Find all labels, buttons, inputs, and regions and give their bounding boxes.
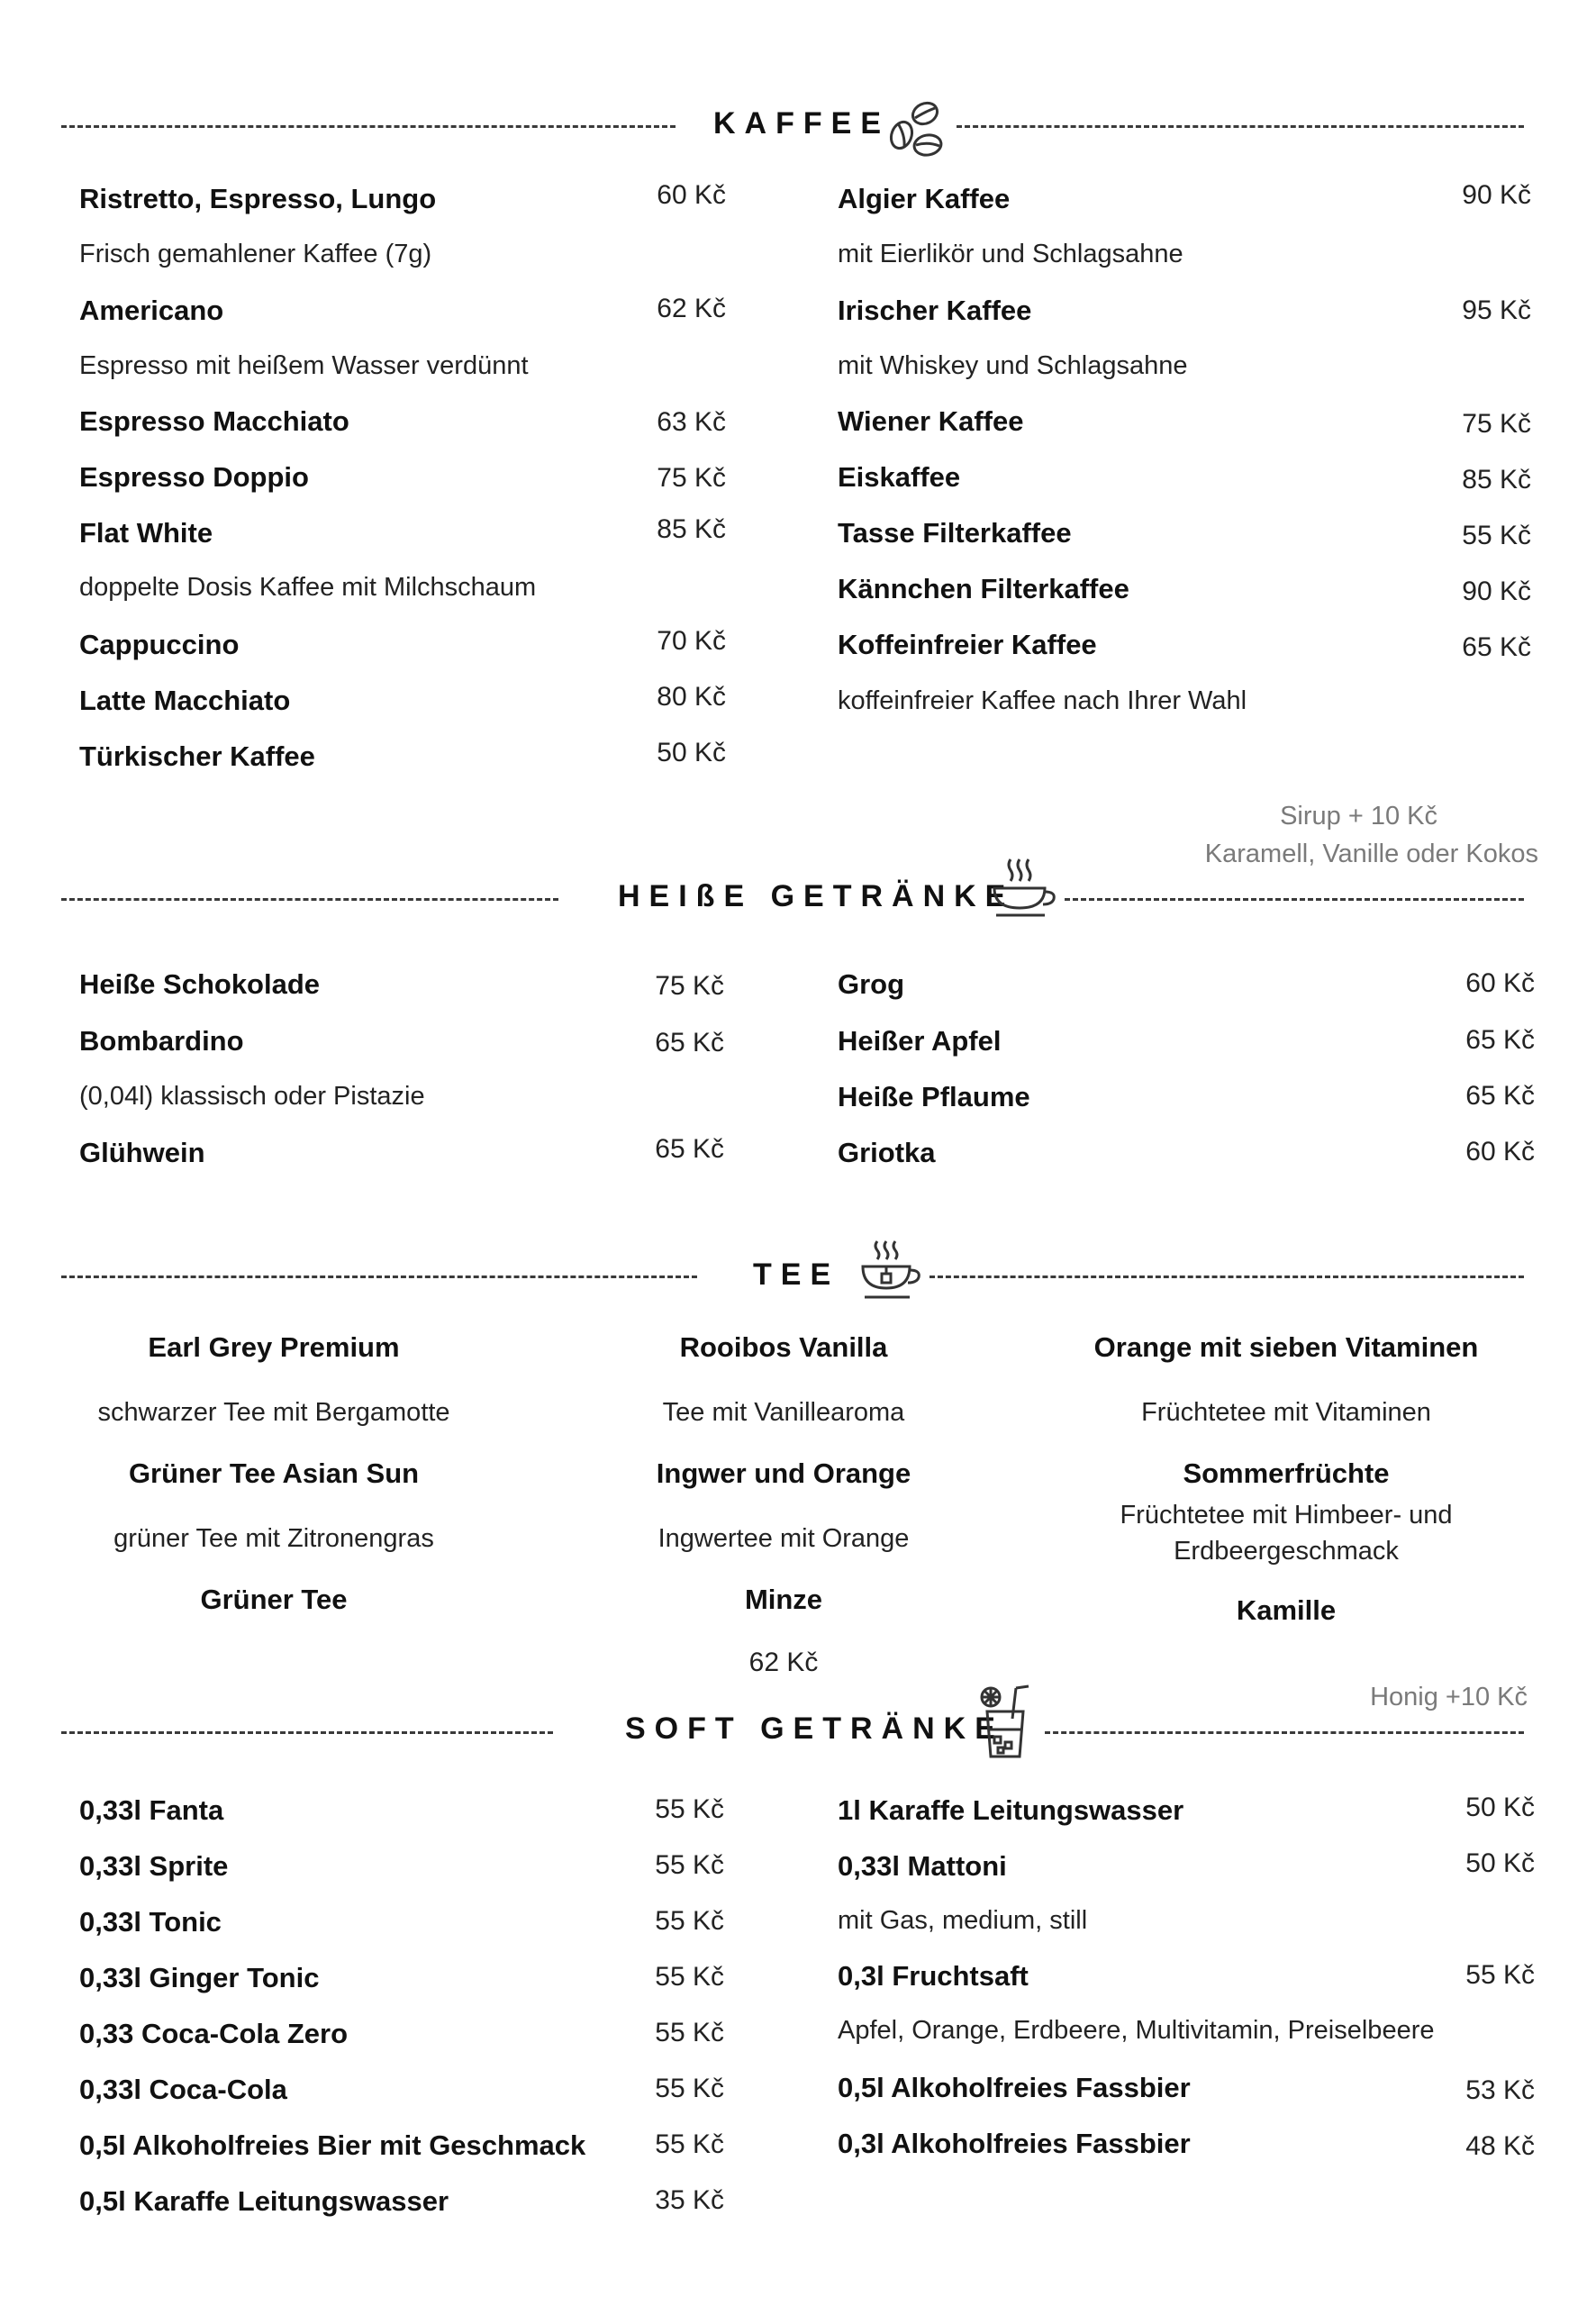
heisse-rule-right [1065, 898, 1524, 901]
menu-item-price: 55 Kč [655, 2018, 724, 2047]
tea-item [531, 1331, 1036, 1364]
menu-item-desc: Espresso mit heißem Wasser verdünnt [79, 351, 529, 380]
menu-item-name: Grog [838, 968, 905, 1000]
menu-item-price: 75 Kč [657, 463, 726, 493]
heisse-title: HEIßE GETRÄNKE [618, 879, 1015, 913]
menu-item-price: 48 Kč [1465, 2131, 1535, 2161]
menu-item-name: Espresso Macchiato [79, 405, 349, 437]
menu-item-name: 0,3l Fruchtsaft [838, 1960, 1029, 1992]
menu-item-name: 0,33l Tonic [79, 1906, 222, 1938]
tea-desc: Früchtetee mit Himbeer- und [1120, 1501, 1453, 1530]
menu-item-desc: Apfel, Orange, Erdbeere, Multivitamin, Preiselbeere [838, 2016, 1435, 2045]
tea-item [22, 1457, 526, 1490]
menu-item-price: 90 Kč [1462, 576, 1531, 606]
tea-name: Grüner Tee [200, 1584, 348, 1615]
menu-item-price: 95 Kč [1462, 295, 1531, 325]
menu-item-price: 60 Kč [657, 180, 726, 210]
menu-item-price: 62 Kč [657, 294, 726, 323]
menu-item-price: 85 Kč [657, 514, 726, 544]
menu-item-price: 85 Kč [1462, 465, 1531, 495]
menu-item-name: Heißer Apfel [838, 1025, 1002, 1057]
tea-desc: Ingwertee mit Orange [657, 1524, 910, 1553]
menu-item-name: Heiße Pflaume [838, 1081, 1030, 1112]
tea-desc-row [531, 1521, 1036, 1557]
menu-item-name: Eiskaffee [838, 461, 961, 493]
menu-item-name: Irischer Kaffee [838, 295, 1032, 326]
sirup-flavors-note: Karamell, Vanille oder Kokos [1204, 840, 1538, 868]
soft-drink-icon [978, 1684, 1034, 1760]
menu-item-name: Heiße Schokolade [79, 968, 321, 1000]
menu-item-price: 65 Kč [1465, 1081, 1535, 1111]
tea-item [1034, 1594, 1538, 1627]
menu-item-name: 0,33l Sprite [79, 1850, 229, 1882]
menu-item-price: 55 Kč [655, 1794, 724, 1824]
menu-item-price: 75 Kč [1462, 409, 1531, 439]
tea-name: Earl Grey Premium [148, 1331, 400, 1363]
menu-item-name: 0,33l Fanta [79, 1794, 224, 1826]
tea-name: Rooibos Vanilla [679, 1331, 888, 1363]
menu-item-name: 0,5l Alkoholfreies Bier mit Geschmack [79, 2129, 586, 2161]
menu-item-name: 0,5l Karaffe Leitungswasser [79, 2185, 449, 2217]
tea-item [22, 1584, 526, 1616]
tea-name: Grüner Tee Asian Sun [128, 1457, 420, 1489]
menu-item-price: 65 Kč [655, 1028, 724, 1058]
soft-rule-left [61, 1731, 553, 1734]
menu-item-price: 60 Kč [1465, 968, 1535, 998]
menu-item-name: 0,33l Coca-Cola [79, 2074, 287, 2105]
soft-rule-right [1045, 1731, 1524, 1734]
menu-item-price: 60 Kč [1465, 1137, 1535, 1167]
tea-price-row [531, 1645, 1036, 1681]
tea-desc: Tee mit Vanillearoma [662, 1398, 905, 1427]
menu-item-price: 65 Kč [1462, 632, 1531, 662]
tea-item [1034, 1457, 1538, 1490]
coffee-beans-icon [887, 95, 950, 160]
menu-item-price: 53 Kč [1465, 2075, 1535, 2105]
menu-item-name: 1l Karaffe Leitungswasser [838, 1794, 1184, 1826]
coffee-cup-icon [989, 854, 1057, 922]
tea-desc-row [1034, 1394, 1538, 1430]
tea-name: Orange mit sieben Vitaminen [1093, 1331, 1479, 1363]
menu-item-desc: doppelte Dosis Kaffee mit Milchschaum [79, 573, 537, 602]
menu-item-price: 63 Kč [657, 407, 726, 437]
menu-item-name: Americano [79, 295, 224, 326]
heisse-rule-left [61, 898, 558, 901]
menu-item-name: 0,33l Mattoni [838, 1850, 1007, 1882]
tea-item [22, 1331, 526, 1364]
tea-desc-row [1034, 1497, 1538, 1569]
tea-desc-row [22, 1521, 526, 1557]
menu-item-name: Kännchen Filterkaffee [838, 573, 1129, 604]
menu-item-price: 65 Kč [1465, 1025, 1535, 1055]
menu-item-desc: koffeinfreier Kaffee nach Ihrer Wahl [838, 686, 1247, 715]
menu-item-name: Flat White [79, 517, 213, 549]
menu-item-name: Ristretto, Espresso, Lungo [79, 183, 437, 214]
menu-item-desc: mit Eierlikör und Schlagsahne [838, 240, 1183, 268]
menu-item-name: Koffeinfreier Kaffee [838, 629, 1097, 660]
tea-desc-row [22, 1394, 526, 1430]
tea-name: Kamille [1236, 1594, 1337, 1626]
tee-title: TEE [753, 1257, 840, 1292]
menu-item-price: 70 Kč [657, 626, 726, 656]
menu-item-price: 55 Kč [655, 2129, 724, 2159]
menu-item-price: 55 Kč [655, 1906, 724, 1936]
menu-item-price: 35 Kč [655, 2185, 724, 2215]
menu-item-price: 80 Kč [657, 682, 726, 712]
menu-item-name: Espresso Doppio [79, 461, 309, 493]
tea-item [1034, 1331, 1538, 1364]
menu-item-name: Türkischer Kaffee [79, 740, 315, 772]
tea-item [531, 1584, 1036, 1616]
tea-price: 62 Kč [748, 1648, 819, 1677]
tea-desc: grüner Tee mit Zitronengras [113, 1524, 434, 1553]
tea-desc: Früchtetee mit Vitaminen [1141, 1398, 1431, 1427]
menu-item-name: Glühwein [79, 1137, 205, 1168]
tee-rule-left [61, 1276, 697, 1278]
menu-item-name: Griotka [838, 1137, 936, 1168]
menu-item-name: 0,3l Alkoholfreies Fassbier [838, 2128, 1191, 2159]
menu-item-price: 50 Kč [1465, 1848, 1535, 1878]
menu-item-price: 75 Kč [655, 971, 724, 1001]
menu-item-name: Latte Macchiato [79, 685, 291, 716]
tea-desc: Erdbeergeschmack [1174, 1537, 1399, 1566]
tea-cup-icon [857, 1238, 926, 1306]
sirup-note: Sirup + 10 Kč [1280, 802, 1437, 831]
menu-item-price: 50 Kč [657, 738, 726, 767]
menu-item-name: Cappuccino [79, 629, 240, 660]
tea-item [531, 1457, 1036, 1490]
menu-item-name: 0,33l Ginger Tonic [79, 1962, 320, 1993]
kaffee-rule-right [957, 125, 1524, 128]
menu-item-name: Wiener Kaffee [838, 405, 1024, 437]
tea-desc-row [531, 1394, 1036, 1430]
honig-note: Honig +10 Kč [1370, 1683, 1528, 1711]
kaffee-title: KAFFEE [713, 106, 890, 141]
tea-name: Ingwer und Orange [656, 1457, 911, 1489]
menu-item-desc: Frisch gemahlener Kaffee (7g) [79, 240, 432, 268]
menu-item-price: 65 Kč [655, 1134, 724, 1164]
menu-item-name: Algier Kaffee [838, 183, 1011, 214]
menu-item-price: 55 Kč [1462, 521, 1531, 550]
menu-item-desc: mit Gas, medium, still [838, 1906, 1088, 1935]
tee-rule-right [929, 1276, 1524, 1278]
kaffee-rule-left [61, 125, 676, 128]
menu-item-price: 55 Kč [655, 1850, 724, 1880]
menu-item-name: 0,5l Alkoholfreies Fassbier [838, 2072, 1191, 2103]
menu-item-name: 0,33 Coca-Cola Zero [79, 2018, 349, 2049]
menu-item-price: 55 Kč [655, 2074, 724, 2103]
menu-item-desc: mit Whiskey und Schlagsahne [838, 351, 1188, 380]
menu-item-name: Bombardino [79, 1025, 244, 1057]
menu-item-price: 55 Kč [655, 1962, 724, 1992]
menu-item-price: 55 Kč [1465, 1960, 1535, 1990]
tea-name: Minze [744, 1584, 823, 1615]
menu-item-price: 50 Kč [1465, 1793, 1535, 1822]
tea-desc: schwarzer Tee mit Bergamotte [97, 1398, 450, 1427]
menu-item-price: 90 Kč [1462, 180, 1531, 210]
menu-item-desc: (0,04l) klassisch oder Pistazie [79, 1082, 425, 1111]
tea-name: Sommerfrüchte [1183, 1457, 1390, 1489]
soft-title: SOFT GETRÄNKE [625, 1711, 1004, 1746]
menu-item-name: Tasse Filterkaffee [838, 517, 1072, 549]
